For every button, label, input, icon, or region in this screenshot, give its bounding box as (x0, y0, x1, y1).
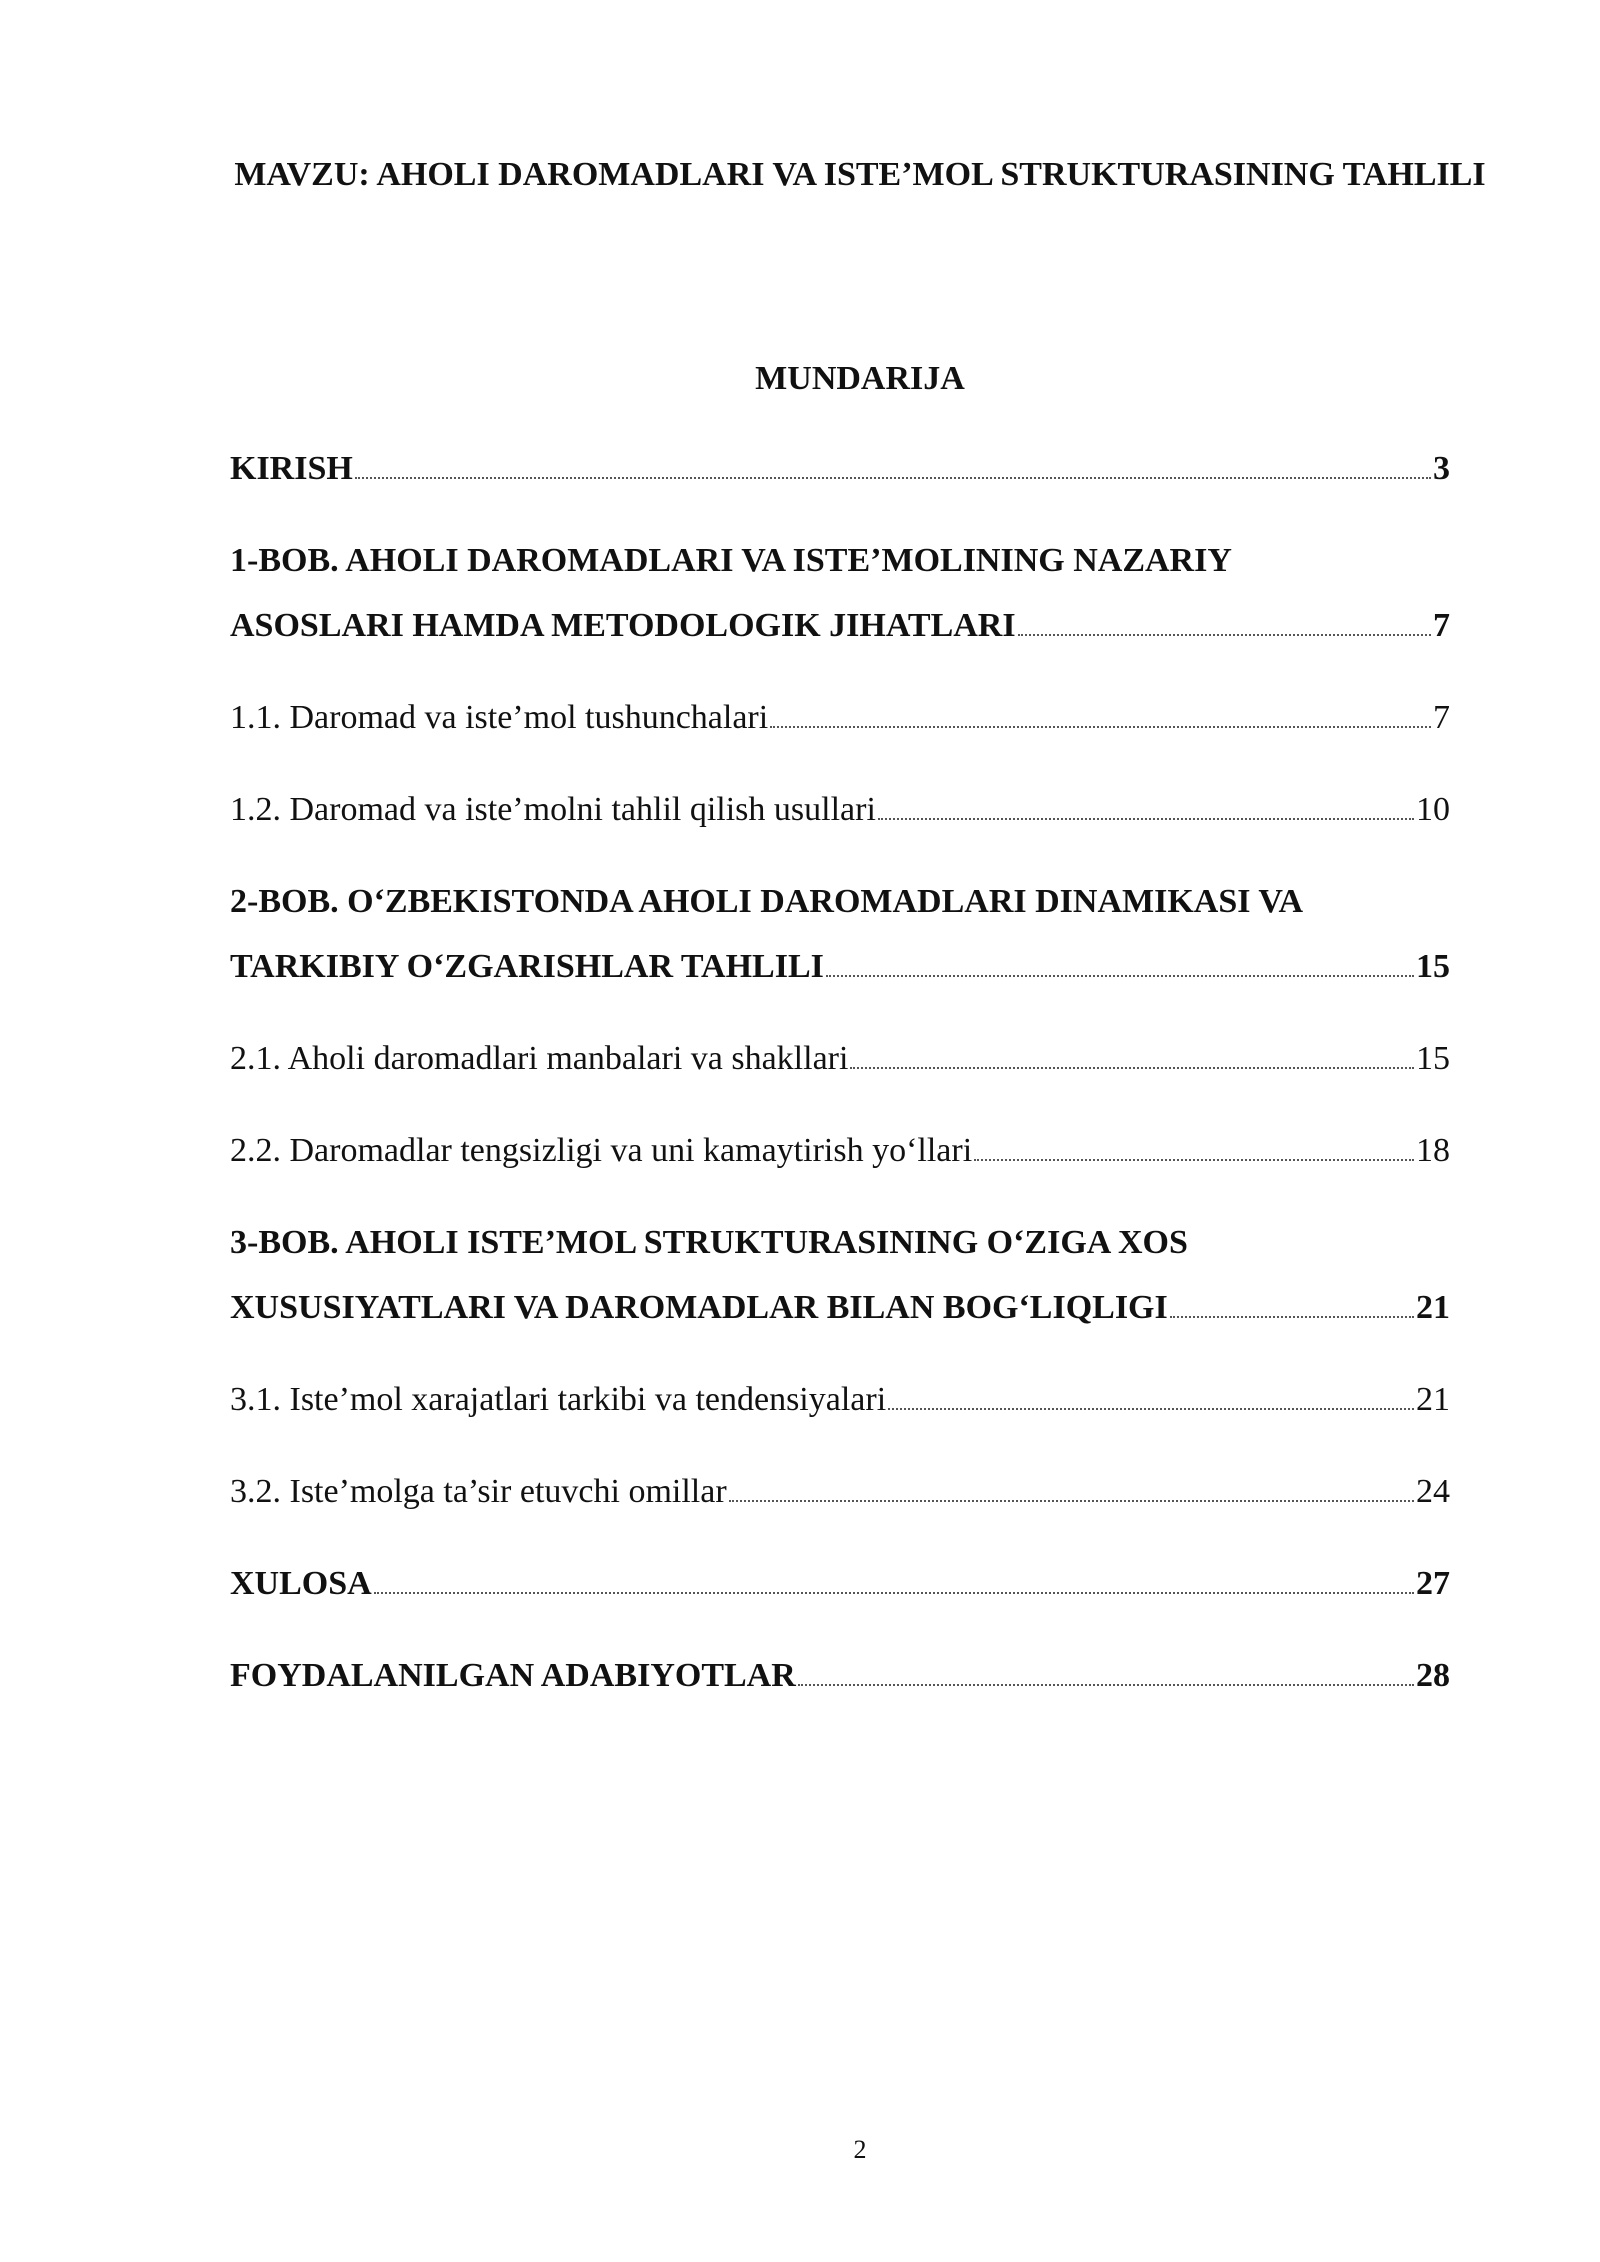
toc-entry-row (230, 602, 1450, 650)
toc-entry-label: FOYDALANILGAN ADABIYOTLAR (230, 1657, 796, 1694)
dot-leader (1170, 1316, 1414, 1318)
toc-entry-label: ASOSLARI HAMDA METODOLOGIK JIHATLARI (230, 607, 1016, 644)
dot-leader (826, 975, 1414, 977)
toc-entry-row (230, 1468, 1450, 1516)
toc-entry[interactable] (230, 1015, 1450, 1107)
toc-entry-page-number: 21 (1416, 1289, 1450, 1326)
dot-leader (798, 1684, 1414, 1686)
toc-entry-row (230, 1035, 1450, 1083)
toc-entry[interactable] (230, 674, 1450, 766)
toc-entry[interactable] (230, 425, 1450, 517)
page-number: 2 (853, 2135, 867, 2164)
dot-leader (1018, 634, 1431, 636)
toc-entry-row (230, 1284, 1450, 1332)
toc-entry-page-number: 15 (1416, 1040, 1450, 1077)
dot-leader (850, 1067, 1414, 1069)
toc-entry-row (230, 1560, 1450, 1608)
toc-entry-title-line: 3-BOB. AHOLI ISTE’MOL STRUKTURASINING O‘ZIGA XOS (230, 1224, 1188, 1261)
toc-entry-row (230, 1376, 1450, 1424)
dot-leader (878, 818, 1414, 820)
toc-entry[interactable] (230, 517, 1450, 674)
toc-entry[interactable] (230, 1356, 1450, 1448)
toc-entry[interactable] (230, 1540, 1450, 1632)
toc-entry[interactable] (230, 766, 1450, 858)
toc-entry[interactable] (230, 1107, 1450, 1199)
toc-entry-row (230, 1652, 1450, 1700)
toc-entry-row (230, 943, 1450, 991)
toc-entry-label: TARKIBIY O‘ZGARISHLAR TAHLILI (230, 948, 824, 985)
toc-entry[interactable] (230, 1199, 1450, 1356)
toc-entry-label: XUSUSIYATLARI VA DAROMADLAR BILAN BOG‘LIQLIGI (230, 1289, 1168, 1326)
toc-entry-label: 2.1. Aholi daromadlari manbalari va shakllari (230, 1040, 849, 1077)
toc-entry-label: 1.2. Daromad va iste’molni tahlil qilish usullari (230, 791, 876, 828)
toc-entry-label: 2.2. Daromadlar tengsizligi va uni kamaytirish yo‘llari (230, 1132, 973, 1169)
dot-leader (974, 1159, 1414, 1161)
toc-entry-row (230, 1127, 1450, 1175)
toc-entry-label: 3.1. Iste’mol xarajatlari tarkibi va tendensiyalari (230, 1381, 887, 1418)
toc-entry-page-number: 7 (1433, 607, 1450, 644)
toc-entry-label: 3.2. Iste’molga ta’sir etuvchi omillar (230, 1473, 727, 1510)
toc-entry-page-number: 7 (1433, 699, 1450, 736)
toc-entry-title-line: 1-BOB. AHOLI DAROMADLARI VA ISTE’MOLINING NAZARIY (230, 542, 1232, 579)
dot-leader (770, 726, 1431, 728)
dot-leader (374, 1592, 1414, 1594)
toc-entry-page-number: 10 (1416, 791, 1450, 828)
toc-entry-page-number: 28 (1416, 1657, 1450, 1694)
toc-entry-row (230, 694, 1450, 742)
toc-entry[interactable] (230, 1448, 1450, 1540)
toc-entry-row (230, 445, 1450, 493)
toc-entry-page-number: 24 (1416, 1473, 1450, 1510)
toc-entry-page-number: 27 (1416, 1565, 1450, 1602)
toc-entry[interactable] (230, 858, 1450, 1015)
toc-entry-label: 1.1. Daromad va iste’mol tushunchalari (230, 699, 769, 736)
toc-heading: MUNDARIJA (755, 360, 965, 397)
document-title: MAVZU: AHOLI DAROMADLARI VA ISTE’MOL STRUKTURASINING TAHLILI (234, 156, 1486, 193)
dot-leader (888, 1408, 1414, 1410)
dot-leader (729, 1500, 1414, 1502)
toc-entry-page-number: 21 (1416, 1381, 1450, 1418)
toc-entry-label: KIRISH (230, 450, 353, 487)
dot-leader (355, 477, 1431, 479)
toc-entry-title-line: 2-BOB. O‘ZBEKISTONDA AHOLI DAROMADLARI DINAMIKASI VA (230, 883, 1304, 920)
table-of-contents (230, 425, 1450, 1724)
toc-entry-page-number: 18 (1416, 1132, 1450, 1169)
toc-entry-page-number: 3 (1433, 450, 1450, 487)
toc-entry[interactable] (230, 1632, 1450, 1724)
toc-entry-row (230, 786, 1450, 834)
toc-entry-label: XULOSA (230, 1565, 372, 1602)
toc-entry-page-number: 15 (1416, 948, 1450, 985)
